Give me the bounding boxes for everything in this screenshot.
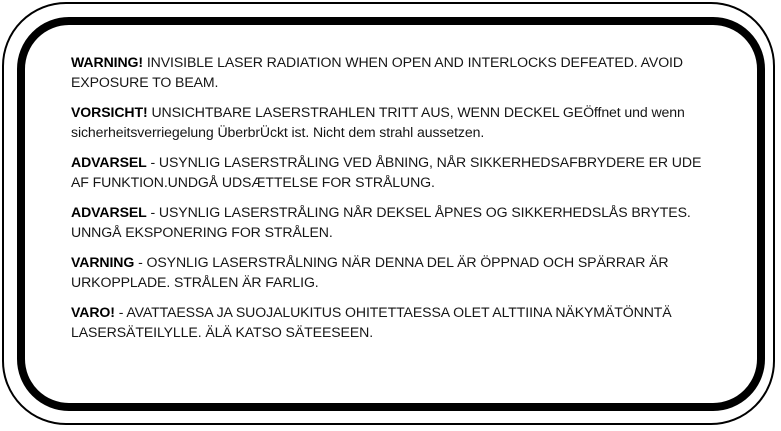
warning-heading: ADVARSEL — [71, 154, 147, 170]
warning-heading: ADVARSEL — [71, 204, 147, 220]
warning-text: UNSICHTBARE LASERSTRAHLEN TRITT AUS, WENN DECKEL GEÖffnet und wenn sicherheitsverriegelung ÜberbrÜckt ist. Nicht dem strahl aussetzen. — [71, 104, 685, 140]
warning-text: - OSYNLIG LASERSTRÅLNING NÄR DENNA DEL ÄR ÖPPNAD OCH SPÄRRAR ÄR URKOPPLADE. STRÅLEN ÄR FARLIG. — [71, 254, 669, 290]
warning-heading: VORSICHT! — [71, 104, 148, 120]
warning-heading: WARNING! — [71, 54, 144, 70]
warning-norwegian — [71, 202, 711, 242]
warning-text: - USYNLIG LASERSTRÅLING NÅR DEKSEL ÅPNES OG SIKKERHEDSLÅS BRYTES. UNNGÅ EKSPONERING FOR STRÅLEN. — [71, 204, 691, 240]
warning-german — [71, 102, 711, 142]
warning-text: - USYNLIG LASERSTRÅLING VED ÅBNING, NÅR SIKKERHEDSAFBRYDERE ER UDE AF FUNKTION.UNDGÅ UDSÆTTELSE FOR STRÅLUNG. — [71, 154, 702, 190]
laser-warning-content — [71, 52, 711, 352]
warning-heading: VARO! — [71, 304, 115, 320]
warning-english — [71, 52, 711, 92]
warning-finnish — [71, 302, 711, 342]
warning-danish — [71, 152, 711, 192]
warning-swedish — [71, 252, 711, 292]
warning-heading: VARNING — [71, 254, 135, 270]
warning-text: - AVATTAESSA JA SUOJALUKITUS OHITETTAESSA OLET ALTTIINA NÄKYMÄTÖNNTÄ LASERSÄTEILYLLE. ÄLÄ KATSO SÄTEESEEN. — [71, 304, 672, 340]
warning-text: INVISIBLE LASER RADIATION WHEN OPEN AND INTERLOCKS DEFEATED. AVOID EXPOSURE TO BEAM. — [71, 54, 683, 90]
